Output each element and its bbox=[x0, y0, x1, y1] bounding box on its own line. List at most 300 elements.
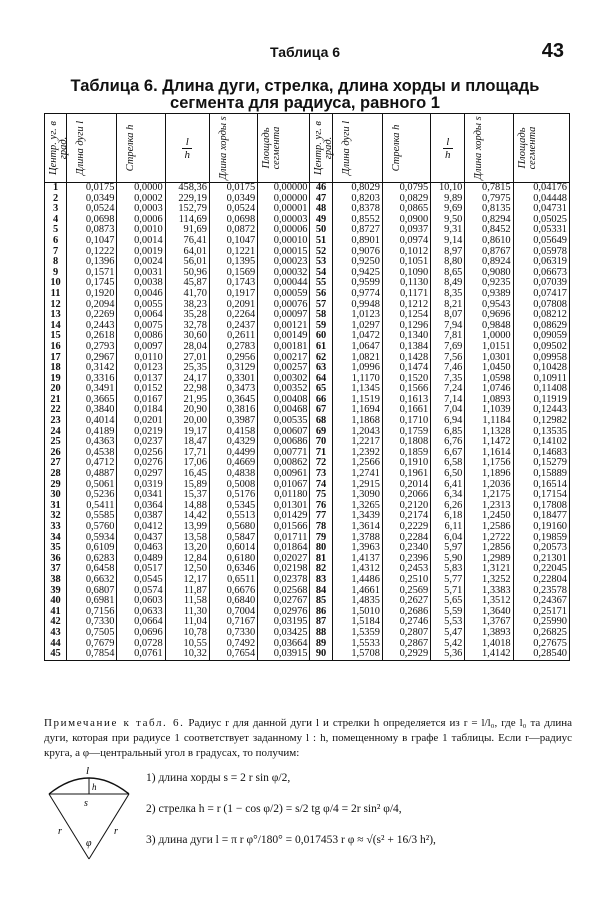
value-cell: 0,1047 bbox=[209, 236, 257, 247]
value-cell: 24,17 bbox=[165, 374, 209, 385]
value-cell: 1,3121 bbox=[465, 564, 513, 575]
angle-cell: 20 bbox=[45, 384, 67, 395]
value-cell: 0,06673 bbox=[513, 268, 569, 279]
value-cell: 0,1051 bbox=[382, 257, 430, 268]
value-cell: 0,3473 bbox=[209, 384, 257, 395]
value-cell: 1,1896 bbox=[465, 469, 513, 480]
value-cell: 0,8294 bbox=[465, 215, 513, 226]
caption-line-2: сегмента для радиуса, равного 1 bbox=[170, 94, 440, 112]
value-cell: 0,0865 bbox=[382, 204, 430, 215]
value-cell: 0,09958 bbox=[513, 353, 569, 364]
value-cell: 1,2450 bbox=[465, 511, 513, 522]
angle-cell: 71 bbox=[310, 448, 332, 459]
angle-cell: 42 bbox=[45, 617, 67, 628]
value-cell: 0,01566 bbox=[258, 522, 310, 533]
value-cell: 0,16514 bbox=[513, 480, 569, 491]
value-cell: 0,4838 bbox=[209, 469, 257, 480]
value-cell: 0,2340 bbox=[382, 543, 430, 554]
value-cell: 12,17 bbox=[165, 575, 209, 586]
value-cell: 0,2453 bbox=[382, 564, 430, 575]
value-cell: 0,5236 bbox=[67, 490, 117, 501]
angle-cell: 44 bbox=[45, 639, 67, 650]
value-cell: 0,0152 bbox=[117, 384, 165, 395]
angle-cell: 48 bbox=[310, 204, 332, 215]
angle-cell: 26 bbox=[45, 448, 67, 459]
value-cell: 0,0123 bbox=[117, 363, 165, 374]
value-cell: 0,1859 bbox=[382, 448, 430, 459]
column-header-label: Площадь сегмента bbox=[261, 126, 283, 170]
value-cell: 0,1743 bbox=[209, 278, 257, 289]
value-cell: 0,00257 bbox=[258, 363, 310, 374]
value-cell: 14,42 bbox=[165, 511, 209, 522]
value-cell: 0,28540 bbox=[513, 649, 569, 660]
angle-cell: 1 bbox=[45, 183, 67, 194]
value-cell: 14,88 bbox=[165, 501, 209, 512]
value-cell: 0,00001 bbox=[258, 204, 310, 215]
value-cell: 0,00010 bbox=[258, 236, 310, 247]
value-cell: 0,9599 bbox=[332, 278, 382, 289]
value-cell: 8,97 bbox=[431, 247, 465, 258]
value-cell: 0,3645 bbox=[209, 395, 257, 406]
value-cell: 0,00032 bbox=[258, 268, 310, 279]
angle-cell: 13 bbox=[45, 310, 67, 321]
angle-cell: 10 bbox=[45, 278, 67, 289]
angle-cell: 79 bbox=[310, 533, 332, 544]
value-cell: 0,05331 bbox=[513, 225, 569, 236]
value-cell: 9,50 bbox=[431, 215, 465, 226]
value-cell: 0,4014 bbox=[67, 416, 117, 427]
table-caption bbox=[40, 78, 570, 112]
value-cell: 0,2611 bbox=[209, 331, 257, 342]
value-cell: 1,2392 bbox=[332, 448, 382, 459]
value-cell: 0,6840 bbox=[209, 596, 257, 607]
angle-cell: 58 bbox=[310, 310, 332, 321]
fraction-numerator: l bbox=[182, 136, 192, 149]
angle-cell: 90 bbox=[310, 649, 332, 660]
value-cell: 0,1384 bbox=[382, 342, 430, 353]
angle-cell: 87 bbox=[310, 617, 332, 628]
value-cell: 0,00097 bbox=[258, 310, 310, 321]
value-cell: 0,04448 bbox=[513, 194, 569, 205]
value-cell: 6,94 bbox=[431, 416, 465, 427]
value-cell: 0,5513 bbox=[209, 511, 257, 522]
angle-cell: 61 bbox=[310, 342, 332, 353]
angle-cell: 45 bbox=[45, 649, 67, 660]
value-cell: 0,2807 bbox=[382, 628, 430, 639]
value-cell: 0,01711 bbox=[258, 533, 310, 544]
value-cell: 1,1039 bbox=[465, 405, 513, 416]
column-header bbox=[165, 114, 209, 183]
value-cell: 0,19859 bbox=[513, 533, 569, 544]
column-header-label: Центр. уг. в град. bbox=[48, 121, 69, 175]
value-cell: 0,9696 bbox=[465, 310, 513, 321]
angle-cell: 46 bbox=[310, 183, 332, 194]
fraction-denominator: h bbox=[445, 148, 451, 161]
value-cell: 0,00862 bbox=[258, 458, 310, 469]
value-cell: 0,0728 bbox=[117, 639, 165, 650]
value-cell: 0,0002 bbox=[117, 194, 165, 205]
value-cell: 0,6180 bbox=[209, 554, 257, 565]
value-cell: 1,2043 bbox=[332, 427, 382, 438]
value-cell: 0,17154 bbox=[513, 490, 569, 501]
angle-cell: 72 bbox=[310, 458, 332, 469]
value-cell: 0,2867 bbox=[382, 639, 430, 650]
value-cell: 1,1472 bbox=[465, 437, 513, 448]
column-header bbox=[332, 114, 382, 183]
angle-cell: 51 bbox=[310, 236, 332, 247]
value-cell: 0,1759 bbox=[382, 427, 430, 438]
value-cell: 1,0472 bbox=[332, 331, 382, 342]
value-cell: 0,2269 bbox=[67, 310, 117, 321]
value-cell: 0,1808 bbox=[382, 437, 430, 448]
value-cell: 0,2686 bbox=[382, 607, 430, 618]
value-cell: 19,17 bbox=[165, 427, 209, 438]
value-cell: 0,0075 bbox=[117, 321, 165, 332]
value-cell: 0,7156 bbox=[67, 607, 117, 618]
angle-cell: 74 bbox=[310, 480, 332, 491]
value-cell: 1,0297 bbox=[332, 321, 382, 332]
column-header bbox=[465, 114, 513, 183]
value-cell: 0,7330 bbox=[209, 628, 257, 639]
column-header bbox=[209, 114, 257, 183]
value-cell: 0,00000 bbox=[258, 183, 310, 194]
value-cell: 0,02378 bbox=[258, 575, 310, 586]
value-cell: 229,19 bbox=[165, 194, 209, 205]
value-cell: 0,2618 bbox=[67, 331, 117, 342]
value-cell: 0,8924 bbox=[465, 257, 513, 268]
value-cell: 38,23 bbox=[165, 300, 209, 311]
formula-height: 2) стрелка h = r (1 − cos φ/2) = s/2 tg φ/4 = 2r sin² φ/4, bbox=[146, 803, 402, 815]
value-cell: 1,3383 bbox=[465, 586, 513, 597]
diagram-label-h: h bbox=[92, 782, 97, 792]
value-cell: 0,26825 bbox=[513, 628, 569, 639]
value-cell: 6,67 bbox=[431, 448, 465, 459]
value-cell: 20,90 bbox=[165, 405, 209, 416]
value-cell: 1,0301 bbox=[465, 353, 513, 364]
value-cell: 0,2229 bbox=[382, 522, 430, 533]
angle-cell: 6 bbox=[45, 236, 67, 247]
column-header-label: Длина дуги l bbox=[75, 120, 87, 176]
value-cell: 0,00302 bbox=[258, 374, 310, 385]
value-cell: 0,18477 bbox=[513, 511, 569, 522]
value-cell: 0,1710 bbox=[382, 416, 430, 427]
value-cell: 1,1694 bbox=[332, 405, 382, 416]
value-cell: 0,05978 bbox=[513, 247, 569, 258]
value-cell: 9,14 bbox=[431, 236, 465, 247]
value-cell: 0,5680 bbox=[209, 522, 257, 533]
column-header-label: Стрелка h bbox=[125, 124, 137, 172]
value-cell: 0,0137 bbox=[117, 374, 165, 385]
value-cell: 0,00006 bbox=[258, 225, 310, 236]
value-cell: 15,89 bbox=[165, 480, 209, 491]
value-cell: 0,7854 bbox=[67, 649, 117, 660]
value-cell: 0,5061 bbox=[67, 480, 117, 491]
value-cell: 7,35 bbox=[431, 374, 465, 385]
value-cell: 0,7330 bbox=[67, 617, 117, 628]
value-cell: 1,2566 bbox=[332, 458, 382, 469]
value-cell: 0,0086 bbox=[117, 331, 165, 342]
column-header bbox=[310, 114, 335, 183]
angle-cell: 39 bbox=[45, 586, 67, 597]
value-cell: 0,20573 bbox=[513, 543, 569, 554]
value-cell: 0,2569 bbox=[382, 586, 430, 597]
value-cell: 1,0746 bbox=[465, 384, 513, 395]
value-cell: 5,77 bbox=[431, 575, 465, 586]
value-cell: 0,10428 bbox=[513, 363, 569, 374]
value-cell: 0,1396 bbox=[67, 257, 117, 268]
angle-cell: 40 bbox=[45, 596, 67, 607]
value-cell: 0,6807 bbox=[67, 586, 117, 597]
value-cell: 11,58 bbox=[165, 596, 209, 607]
value-cell: 0,0829 bbox=[382, 194, 430, 205]
value-cell: 9,89 bbox=[431, 194, 465, 205]
value-cell: 0,1296 bbox=[382, 321, 430, 332]
value-cell: 1,4835 bbox=[332, 596, 382, 607]
value-cell: 0,0038 bbox=[117, 278, 165, 289]
value-cell: 0,22045 bbox=[513, 564, 569, 575]
angle-cell: 21 bbox=[45, 395, 67, 406]
value-cell: 0,0698 bbox=[209, 215, 257, 226]
value-cell: 0,25171 bbox=[513, 607, 569, 618]
value-cell: 50,96 bbox=[165, 268, 209, 279]
value-cell: 0,1613 bbox=[382, 395, 430, 406]
angle-cell: 27 bbox=[45, 458, 67, 469]
value-cell: 12,84 bbox=[165, 554, 209, 565]
value-cell: 9,69 bbox=[431, 204, 465, 215]
value-cell: 0,6981 bbox=[67, 596, 117, 607]
value-cell: 1,1328 bbox=[465, 427, 513, 438]
column-header bbox=[513, 114, 569, 183]
value-cell: 0,0256 bbox=[117, 448, 165, 459]
angle-cell: 78 bbox=[310, 522, 332, 533]
value-cell: 0,0097 bbox=[117, 342, 165, 353]
value-cell: 0,0761 bbox=[117, 649, 165, 660]
value-cell: 0,00076 bbox=[258, 300, 310, 311]
value-cell: 25,35 bbox=[165, 363, 209, 374]
angle-cell: 62 bbox=[310, 353, 332, 364]
value-cell: 0,4158 bbox=[209, 427, 257, 438]
angle-cell: 4 bbox=[45, 215, 67, 226]
value-cell: 1,2856 bbox=[465, 543, 513, 554]
value-cell: 1,1519 bbox=[332, 395, 382, 406]
value-cell: 0,3840 bbox=[67, 405, 117, 416]
value-cell: 1,3893 bbox=[465, 628, 513, 639]
value-cell: 0,7167 bbox=[209, 617, 257, 628]
value-cell: 6,34 bbox=[431, 490, 465, 501]
value-cell: 0,0872 bbox=[209, 225, 257, 236]
value-cell: 0,00468 bbox=[258, 405, 310, 416]
value-cell: 27,01 bbox=[165, 353, 209, 364]
value-cell: 0,6676 bbox=[209, 586, 257, 597]
value-cell: 0,02027 bbox=[258, 554, 310, 565]
column-header bbox=[117, 114, 165, 183]
value-cell: 1,4312 bbox=[332, 564, 382, 575]
value-cell: 0,4189 bbox=[67, 427, 117, 438]
value-cell: 1,5010 bbox=[332, 607, 382, 618]
value-cell: 1,1756 bbox=[465, 458, 513, 469]
angle-cell: 52 bbox=[310, 247, 332, 258]
value-cell: 0,5934 bbox=[67, 533, 117, 544]
value-cell: 0,00023 bbox=[258, 257, 310, 268]
value-cell: 0,2746 bbox=[382, 617, 430, 628]
diagram-label-s: s bbox=[84, 798, 88, 809]
value-cell: 0,00408 bbox=[258, 395, 310, 406]
angle-cell: 56 bbox=[310, 289, 332, 300]
value-cell: 1,3512 bbox=[465, 596, 513, 607]
angle-cell: 24 bbox=[45, 427, 67, 438]
value-cell: 0,12982 bbox=[513, 416, 569, 427]
value-cell: 0,0412 bbox=[117, 522, 165, 533]
header-row bbox=[45, 114, 570, 183]
value-cell: 0,6346 bbox=[209, 564, 257, 575]
value-cell: 0,2091 bbox=[209, 300, 257, 311]
value-cell: 8,65 bbox=[431, 268, 465, 279]
value-cell: 0,7492 bbox=[209, 639, 257, 650]
value-cell: 0,0184 bbox=[117, 405, 165, 416]
value-cell: 152,79 bbox=[165, 204, 209, 215]
angle-cell: 2 bbox=[45, 194, 67, 205]
value-cell: 0,1566 bbox=[382, 384, 430, 395]
value-cell: 0,2120 bbox=[382, 501, 430, 512]
column-header bbox=[382, 114, 430, 183]
value-cell: 1,3640 bbox=[465, 607, 513, 618]
column-header bbox=[67, 114, 117, 183]
angle-cell: 43 bbox=[45, 628, 67, 639]
angle-cell: 47 bbox=[310, 194, 332, 205]
value-cell: 0,9543 bbox=[465, 300, 513, 311]
value-cell: 0,0167 bbox=[117, 395, 165, 406]
angle-cell: 65 bbox=[310, 384, 332, 395]
value-cell: 0,2929 bbox=[382, 649, 430, 660]
value-cell: 16,45 bbox=[165, 469, 209, 480]
table-row bbox=[45, 183, 570, 194]
value-cell: 0,1474 bbox=[382, 363, 430, 374]
value-cell: 0,6632 bbox=[67, 575, 117, 586]
angle-cell: 82 bbox=[310, 564, 332, 575]
value-cell: 1,0598 bbox=[465, 374, 513, 385]
value-cell: 6,18 bbox=[431, 511, 465, 522]
value-cell: 0,25990 bbox=[513, 617, 569, 628]
value-cell: 1,2989 bbox=[465, 554, 513, 565]
value-cell: 5,42 bbox=[431, 639, 465, 650]
value-cell: 7,24 bbox=[431, 384, 465, 395]
value-cell: 0,4669 bbox=[209, 458, 257, 469]
value-cell: 7,04 bbox=[431, 405, 465, 416]
formula-chord: 1) длина хорды s = 2 r sin φ/2, bbox=[146, 772, 291, 784]
angle-cell: 12 bbox=[45, 300, 67, 311]
value-cell: 0,2443 bbox=[67, 321, 117, 332]
value-cell: 0,7815 bbox=[465, 183, 513, 194]
value-cell: 0,0055 bbox=[117, 300, 165, 311]
value-cell: 0,7505 bbox=[67, 628, 117, 639]
value-cell: 0,3316 bbox=[67, 374, 117, 385]
value-cell: 0,05025 bbox=[513, 215, 569, 226]
value-cell: 10,10 bbox=[431, 183, 465, 194]
value-cell: 0,9076 bbox=[332, 247, 382, 258]
column-header-label: Площадь сегмента bbox=[516, 126, 538, 170]
value-cell: 1,3265 bbox=[332, 501, 382, 512]
angle-cell: 41 bbox=[45, 607, 67, 618]
angle-cell: 68 bbox=[310, 416, 332, 427]
value-cell: 0,00015 bbox=[258, 247, 310, 258]
value-cell: 0,00000 bbox=[258, 194, 310, 205]
value-cell: 0,00535 bbox=[258, 416, 310, 427]
value-cell: 0,19160 bbox=[513, 522, 569, 533]
value-cell: 0,3142 bbox=[67, 363, 117, 374]
value-cell: 0,2967 bbox=[67, 353, 117, 364]
value-cell: 0,10911 bbox=[513, 374, 569, 385]
value-cell: 0,0237 bbox=[117, 437, 165, 448]
value-cell: 1,0893 bbox=[465, 395, 513, 406]
value-cell: 0,0698 bbox=[67, 215, 117, 226]
column-header-label: Длина дуги l bbox=[340, 120, 352, 176]
column-header bbox=[45, 114, 67, 183]
table-note bbox=[44, 716, 572, 761]
value-cell: 0,6014 bbox=[209, 543, 257, 554]
value-cell: 0,8901 bbox=[332, 236, 382, 247]
value-cell: 0,0795 bbox=[382, 183, 430, 194]
value-cell: 1,0000 bbox=[465, 331, 513, 342]
value-cell: 6,85 bbox=[431, 427, 465, 438]
angle-cell: 37 bbox=[45, 564, 67, 575]
diagram-label-l: l bbox=[86, 765, 90, 777]
value-cell: 0,9389 bbox=[465, 289, 513, 300]
value-cell: 0,8767 bbox=[465, 247, 513, 258]
value-cell: 0,2437 bbox=[209, 321, 257, 332]
angle-cell: 50 bbox=[310, 225, 332, 236]
value-cell: 0,2396 bbox=[382, 554, 430, 565]
value-cell: 0,2264 bbox=[209, 310, 257, 321]
angle-cell: 18 bbox=[45, 363, 67, 374]
value-cell: 0,3129 bbox=[209, 363, 257, 374]
value-cell: 0,2783 bbox=[209, 342, 257, 353]
value-cell: 0,00044 bbox=[258, 278, 310, 289]
value-cell: 0,4887 bbox=[67, 469, 117, 480]
column-header bbox=[258, 114, 310, 183]
value-cell: 0,1910 bbox=[382, 458, 430, 469]
value-cell: 0,1571 bbox=[67, 268, 117, 279]
value-cell: 21,95 bbox=[165, 395, 209, 406]
value-cell: 0,5847 bbox=[209, 533, 257, 544]
value-cell: 0,02767 bbox=[258, 596, 310, 607]
value-cell: 0,1222 bbox=[67, 247, 117, 258]
value-cell: 0,00771 bbox=[258, 448, 310, 459]
value-cell: 0,02198 bbox=[258, 564, 310, 575]
value-cell: 8,80 bbox=[431, 257, 465, 268]
value-cell: 0,07417 bbox=[513, 289, 569, 300]
value-cell: 0,4329 bbox=[209, 437, 257, 448]
value-cell: 0,0873 bbox=[67, 225, 117, 236]
value-cell: 0,01180 bbox=[258, 490, 310, 501]
value-cell: 0,2174 bbox=[382, 511, 430, 522]
value-cell: 0,1661 bbox=[382, 405, 430, 416]
value-cell: 1,5359 bbox=[332, 628, 382, 639]
value-cell: 5,36 bbox=[431, 649, 465, 660]
page-number: 43 bbox=[541, 40, 564, 62]
value-cell: 1,5184 bbox=[332, 617, 382, 628]
value-cell: 1,1868 bbox=[332, 416, 382, 427]
value-cell: 0,08629 bbox=[513, 321, 569, 332]
angle-cell: 30 bbox=[45, 490, 67, 501]
value-cell: 0,6511 bbox=[209, 575, 257, 586]
value-cell: 0,3987 bbox=[209, 416, 257, 427]
angle-cell: 77 bbox=[310, 511, 332, 522]
angle-cell: 85 bbox=[310, 596, 332, 607]
angle-cell: 60 bbox=[310, 331, 332, 342]
value-cell: 0,9774 bbox=[332, 289, 382, 300]
value-cell: 0,0574 bbox=[117, 586, 165, 597]
value-cell: 0,2793 bbox=[67, 342, 117, 353]
